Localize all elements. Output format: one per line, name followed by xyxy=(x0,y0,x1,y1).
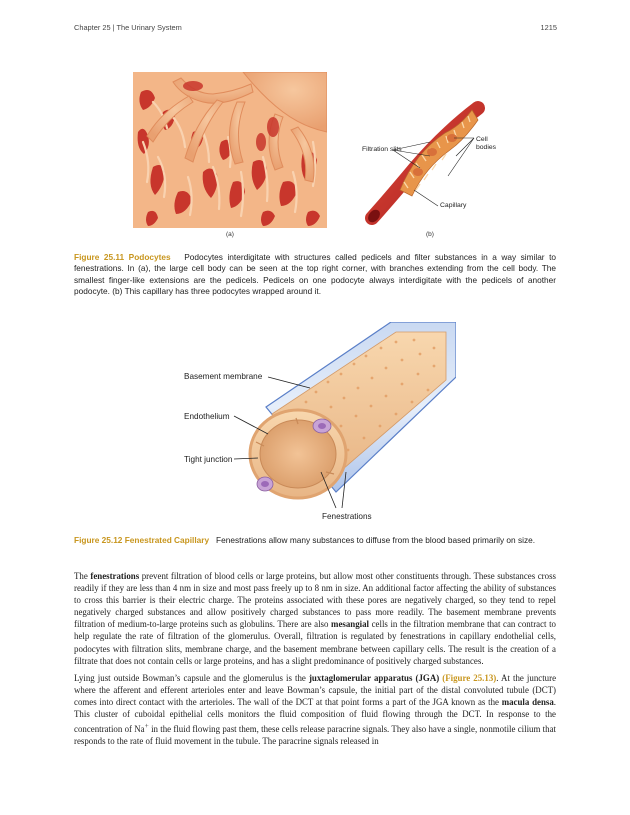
text-run: The xyxy=(74,571,91,581)
panel-a-label: (a) xyxy=(226,231,234,238)
label-cell-bodies: Cell bodies xyxy=(476,136,497,151)
paragraph-jga xyxy=(74,672,556,748)
term-mesangial: mesangial xyxy=(331,619,370,630)
label-fenestrations: Fenestrations xyxy=(322,512,372,521)
figure-25-11-caption-text: Podocytes interdigitate with structures called pedicels and filter substances in a way similar to fenestrations. In (a), the large cell body can be seen at the top right corner, with branches extending from the cell body. The smallest finger-like extensions are the pedicels. Pedicels on one podocyte always interdigitate with the pedicels of another podocyte. (b) This capillary has three podocytes wrapped around it. xyxy=(74,252,557,296)
term-fenestrations: fenestrations xyxy=(90,571,140,581)
fenestrated-capillary-illustration xyxy=(176,322,456,522)
figure-25-12-caption xyxy=(74,535,556,546)
term-macula-densa: macula densa xyxy=(501,696,554,707)
text-run: in the fluid flowing past them, these cells release paracrine signals. They also have a single, nonmotile cilium that responds to the rate of fluid movement in the tubule. The paracrine signals released in xyxy=(74,724,556,747)
figure-25-12-number: Figure 25.12 Fenestrated Capillary xyxy=(74,535,210,545)
page-number: 1215 xyxy=(540,23,557,32)
label-capillary: Capillary xyxy=(440,202,467,209)
body-text xyxy=(74,570,556,752)
running-header-chapter: Chapter 25 | The Urinary System xyxy=(74,23,182,32)
figure-25-12-caption-text: Fenestrations allow many substances to diffuse from the blood based primarily on size. xyxy=(216,535,536,545)
text-run: Lying just outside Bowman’s capsule and the glomerulus is the xyxy=(74,672,309,683)
text-run: prevent filtration of blood cells or large proteins, but allow most other constituents through. These substances cross readily if they are less than 4 nm in size and most pass freely up to 8 nm in size. An additional factor affecting the ability of substances to cross this barrier is their electric charge. The proteins associated with these pores are negatively charged, so they tend to repel negatively charged substances and allow positively charged substances to pass more readily. The basement membrane prevents filtration of medium-to-large proteins such as globulins. There are also xyxy=(74,571,556,630)
label-endothelium: Endothelium xyxy=(184,412,230,421)
podocyte-micrograph-illustration xyxy=(133,72,327,228)
text-run: . This cluster of cuboidal epithelial cells monitors the fluid composition of fluid flowing through the DCT. In response to the concentration of Na xyxy=(74,696,556,735)
panel-b-label: (b) xyxy=(426,231,434,238)
label-tight-junction: Tight junction xyxy=(184,455,233,464)
figure-25-13-link[interactable]: (Figure 25.13) xyxy=(442,672,497,683)
label-basement-membrane: Basement membrane xyxy=(184,372,263,381)
figure-25-11-caption xyxy=(74,252,556,297)
superscript-plus: + xyxy=(144,721,149,731)
term-jga: juxtaglomerular apparatus (JGA) xyxy=(308,672,440,683)
text-run: cells in the filtration membrane that can contract to help regulate the rate of filtration of the glomerulus. Overall, filtration is regulated by fenestrations in capillary endothelial cells, podocytes with filtration slits, membrane charge, and the basement membrane between capillary cells. The result is the creation of a filtrate that does not contain cells or large proteins, and has a slight predominance of positively charged substances. xyxy=(74,619,556,666)
paragraph-fenestrations xyxy=(74,570,556,667)
capillary-podocytes-illustration xyxy=(360,98,490,228)
text-run: . At the juncture where the afferent and efferent arterioles enter and leave Bowman’s capsule, the initial part of the distal convoluted tubule (DCT) comes into direct contact with the arterioles. The wall of the DCT at that point forms a part of the JGA known as the xyxy=(74,672,557,707)
label-filtration-slits: Filtration slits xyxy=(362,146,402,153)
figure-25-11-number: Figure 25.11 Podocytes xyxy=(74,252,171,262)
